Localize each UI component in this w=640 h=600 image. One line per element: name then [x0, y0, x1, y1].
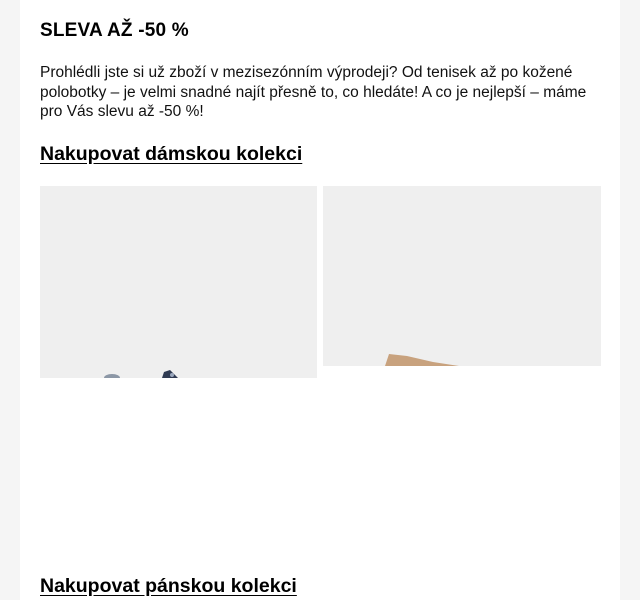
shop-men-link[interactable]: Nakupovat pánskou kolekci	[40, 575, 297, 597]
shop-women-link[interactable]: Nakupovat dámskou kolekci	[40, 143, 303, 165]
sneaker-image	[40, 186, 317, 378]
promo-description: Prohlédli jste si už zboží v mezisezónním výprodeji? Od tenisek až po kožené polobotky – je velmi snadné najít přesně to, co hledáte! A co je nejlepší – máme pro Vás slevu až -50 %!	[40, 64, 587, 120]
promo-title: SLEVA AŽ -50 %	[40, 20, 189, 41]
product-image-leather-shoe[interactable]	[323, 186, 601, 366]
leather-shoe-image	[323, 186, 601, 366]
product-image-sneaker[interactable]	[40, 186, 317, 378]
email-content	[20, 0, 620, 600]
